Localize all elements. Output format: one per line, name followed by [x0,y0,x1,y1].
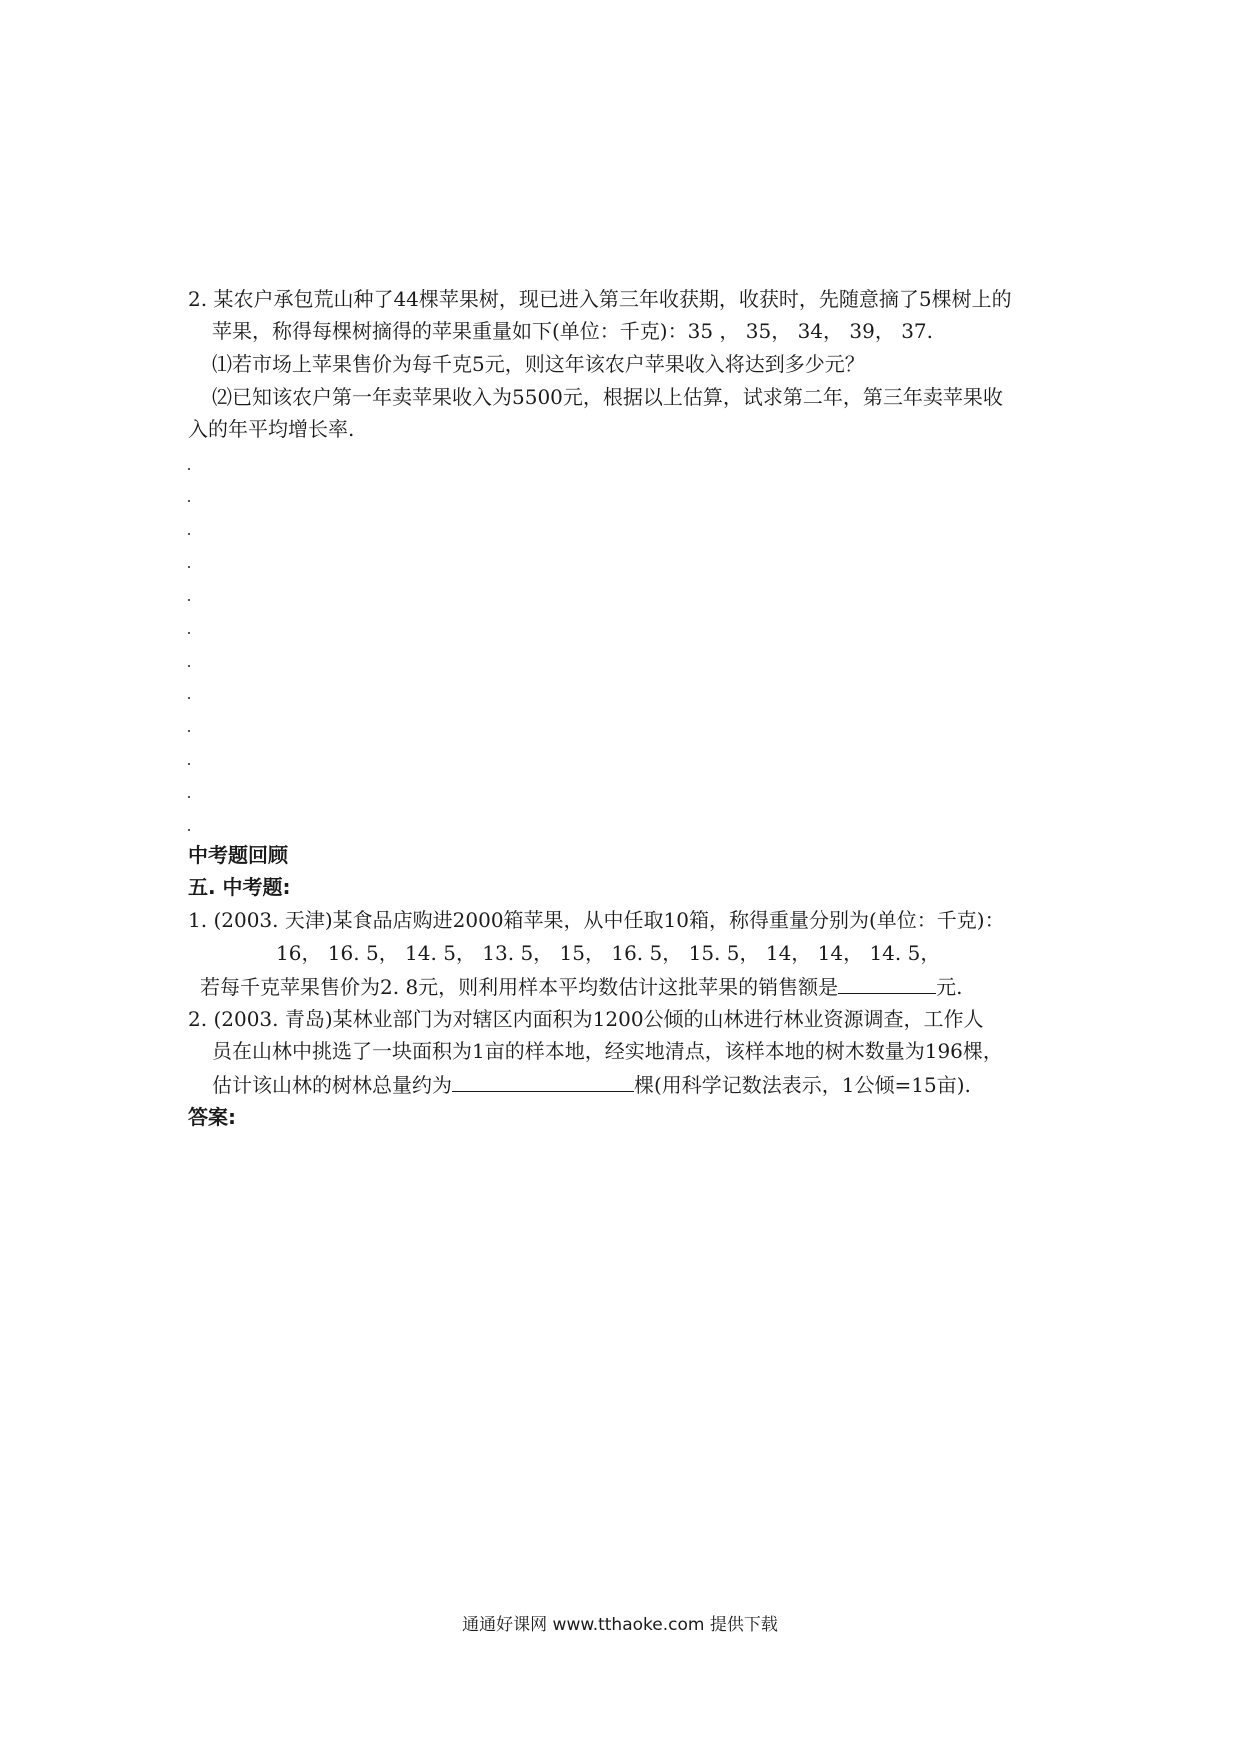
paragraph-marker [188,468,190,470]
problem2-line2: 苹果，称得每棵树摘得的苹果重量如下(单位：千克)：35 ， 35， 34， 39， 37. [212,319,933,343]
paragraph-marker [188,730,190,732]
paragraph-marker [188,763,190,765]
paragraph-marker [188,829,190,831]
exam1-answer-blank [838,971,936,994]
paragraph-marker [188,796,190,798]
exam1-line3-prefix: 若每千克苹果售价为2. 8元，则利用样本平均数估计这批苹果的销售额是 [200,975,839,999]
section-title: 五. 中考题: [188,875,291,899]
problem2-line1: 2. 某农户承包荒山种了44棵苹果树，现已进入第三年收获期，收获时，先随意摘了5棵树上的 [188,287,1012,311]
paragraph-marker [188,533,190,535]
exam1-line1: 1. (2003. 天津)某食品店购进2000箱苹果，从中任取10箱，称得重量分别为(单位：千克)： [188,908,1005,932]
paragraph-marker [188,500,190,502]
problem2-question1: ⑴若市场上苹果售价为每千克5元，则这年该农户苹果收入将达到多少元？ [212,352,865,376]
problem2-question2-line2: 入的年平均增长率. [188,417,355,441]
paragraph-marker [188,632,190,634]
review-title: 中考题回顾 [188,843,288,867]
paragraph-marker [188,665,190,667]
exam2-line3-prefix: 估计该山林的树林总量约为 [212,1073,452,1097]
exam2-answer-blank [452,1069,634,1092]
problem2-question2-line1: ⑵已知该农户第一年卖苹果收入为5500元，根据以上估算，试求第二年，第三年卖苹果收 [212,385,1003,409]
exam2-line1: 2. (2003. 青岛)某林业部门为对辖区内面积为1200公倾的山林进行林业资源调查，工作人 [188,1007,984,1031]
exam1-values: 16， 16. 5， 14. 5， 13. 5， 15， 16. 5， 15. 5， 14， 14， 14. 5， [276,941,941,965]
exam1-line3-suffix: 元. [936,975,963,999]
answer-label: 答案: [188,1105,236,1129]
paragraph-marker [188,697,190,699]
exam2-line2: 员在山林中挑选了一块面积为1亩的样本地，经实地清点，该样本地的树木数量为196棵， [212,1039,1003,1063]
exam2-line3 [212,1069,971,1100]
paragraph-marker [188,599,190,601]
paragraph-marker [188,566,190,568]
exam2-line3-suffix: 棵(用科学记数法表示，1公倾=15亩). [634,1073,971,1097]
footer-credit: 通通好课网 www.tthaoke.com 提供下载 [462,1615,778,1635]
exam1-line3 [200,971,963,1002]
